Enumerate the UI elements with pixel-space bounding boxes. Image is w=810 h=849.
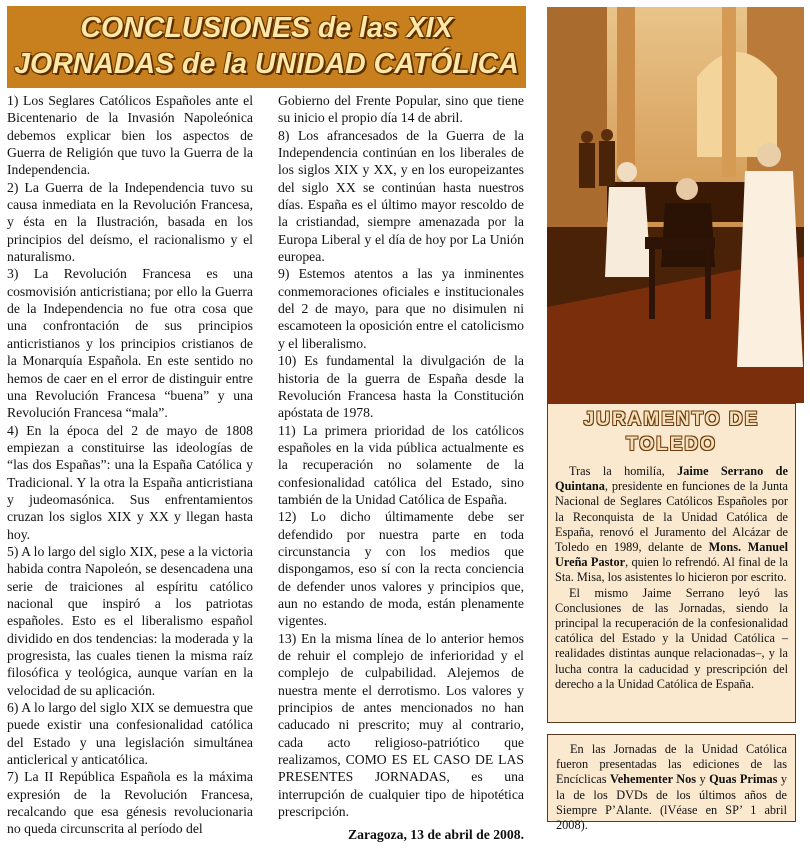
conclusion-7: 7) La II República Española es la máxima expresión de la Revolución Francesa, recalcando que esa génesis revolucionaria no queda circunscrita al período del [7, 769, 253, 837]
enciclicas-paragraph [556, 742, 787, 833]
juramento-heading-line-2: TOLEDO [626, 434, 717, 455]
signature-date: Zaragoza, 13 de abril de 2008. [347, 827, 524, 843]
conclusion-6: 6) A lo largo del siglo XIX se demuestra que puede existir una confesionalidad católica del Estado y una legislación simultánea anticlerical y anticatólica. [7, 700, 253, 768]
conclusion-10: 10) Es fundamental la divulgación de la historia de la guerra de España desde la Revolución Francesa hasta la Constitución apóstata de 1978. [278, 353, 524, 421]
enciclica-vehementer-nos: Vehementer Nos [609, 772, 697, 787]
enciclicas-text-b: y la de los DVDs de los últimos años de Siempre P’Alante. (lVéase en SP’ 1 abril 2008). [556, 772, 788, 833]
juramento-name-serrano: Jaime Serrano de Quintana [555, 464, 788, 494]
title-line-2: JORNADAS de la UNIDAD CATÓLICA [14, 48, 519, 80]
conclusion-5: 5) A lo largo del siglo XIX, pese a la victoria habida contra Napoleón, se desencadena una serie de traiciones al espíritu católico nacional que inspiró a los patriotas españoles. Esto es el liberalismo español dividido en dos tendencias: la moderada y la progresista, las cuales tienen la misma raíz filosófica y teológica, aunque varían en la velocidad de su aplicación. [7, 543, 253, 698]
article-column-2 [278, 92, 524, 844]
title-banner [7, 6, 526, 88]
juramento-p1-text-a: Tras la homilía, [569, 464, 678, 478]
enciclica-quas-primas: Quas Primas [709, 772, 778, 787]
juramento-p1-text-c: , quien lo refrendó. Al final de la Sta. Misa, los asistentes lo hicieron por escrito. [555, 555, 788, 585]
conclusion-3: 3) La Revolución Francesa es una cosmovisión anticristiana; por ello la Guerra de la Independencia no fue otra cosa que una confrontación de sus principios anticristianos y los principios cristianos de la Monarquía Española. En este sentido no hemos de caer en el error de distinguir entre una Revolución Francesa “buena” y una Revolución Francesa “mala”. [7, 266, 253, 421]
juramento-p1-text-b: , presidente en funciones de la Junta Nacional de Seglares Católicos Españoles por la Reconquista de la Unidad Católica de España, renovó el Juramento del Alcázar de Toledo en 1989, delante de [555, 479, 788, 555]
title-line-1: CONCLUSIONES de las XIX [80, 12, 453, 44]
enciclicas-and: y [696, 772, 710, 787]
juramento-name-urena: Mons. Manuel Ureña Pastor [555, 540, 788, 570]
conclusion-13-caps: COMO ES EL CASO DE LAS PRESENTES JORNADAS [278, 752, 524, 785]
conclusion-9: 9) Estemos atentos a las ya inminentes conmemoraciones oficiales e institucionales del 2 de mayo, para que no disimulen ni escamoteen la oposición entre el catolicismo y el liberalismo. [278, 266, 524, 351]
juramento-box [547, 403, 796, 723]
juramento-paragraph-2: El mismo Jaime Serrano leyó las Conclusiones de las Jornadas, siendo la principal la recuperación de la confesionalidad católica del Estado y la Unidad Católica –realidades distintas aunque relacionadas–, y la lucha contra la caducidad y prescripción del derecho a la Unidad Católica de España. [555, 585, 788, 691]
juramento-paragraph-1 [555, 464, 788, 586]
juramento-heading-line-1: JURAMENTO DE [583, 409, 760, 430]
juramento-heading [555, 407, 788, 457]
conclusion-12: 12) Lo dicho últimamente debe ser defendido por nuestra parte en toda circunstancia y con los medios que dispongamos, eso sí con la recta conciencia de defender unos valores y principios que, aun no estando de moda, están plenamente vigentes. [278, 509, 524, 629]
conclusion-13-text-a: 13) En la misma línea de lo anterior hemos de rehuir el complejo de inferioridad y el complejo de culpabilidad. Alejemos de nuestra mente el derrotismo. Los valores y principios de antes mencionados no han caducado ni prescrito; muy al contrario, cada acto religioso-patriótico que realizamos, [278, 630, 524, 768]
conclusion-13 [278, 630, 524, 821]
conclusion-2: 2) La Guerra de la Independencia tuvo su causa inmediata en la Revolución Francesa, y ésta en la Ilustración, basada en los principios del deísmo, el racionalismo y el naturalismo. [7, 179, 253, 265]
conclusion-7-continued: Gobierno del Frente Popular, sino que tiene su inicio el propio día 14 de abril. [278, 93, 524, 126]
article-column-1 [7, 92, 253, 838]
church-ceremony-photo [547, 7, 804, 403]
conclusion-11: 11) La primera prioridad de los católicos españoles en la vida pública actualmente es la recuperación no solamente de la confesionalidad católica del Estado, sino también de la Unidad Católica de España. [278, 422, 524, 507]
conclusion-8: 8) Los afrancesados de la Guerra de la Independencia continúan en los liberales de los siglos XIX y XX, y en los europeizantes del siglo XX se continúan hasta nuestros días. España es el último mayor rescoldo de la cristiandad, siempre amenazada por la Europa Liberal y el día de hoy por La Unión europea. [278, 127, 524, 265]
enciclicas-text-a: En las Jornadas de la Unidad Católica fueron presentadas las ediciones de las Encíclicas [556, 742, 787, 787]
conclusion-13-text-b: , es una interrupción de cualquier tipo de hipotética prescripción. [278, 769, 524, 820]
photo-illustration [547, 7, 804, 403]
conclusion-4: 4) En la época del 2 de mayo de 1808 empiezan a constituirse las ideologías de “las dos Españas”: una la España Católica y Tradicional. Y la otra la España anticristiana y judeomasónica. Sus enfrentamientos cruzan los siglos XIX y XX y llegan hasta hoy. [7, 422, 253, 542]
conclusion-1: 1) Los Seglares Católicos Españoles ante el Bicentenario de la Invasión Napoleónica debemos explicar bien los aspectos de Guerra de Religión que tuvo la Guerra de la Independencia. [7, 93, 253, 178]
enciclicas-box [547, 734, 796, 833]
